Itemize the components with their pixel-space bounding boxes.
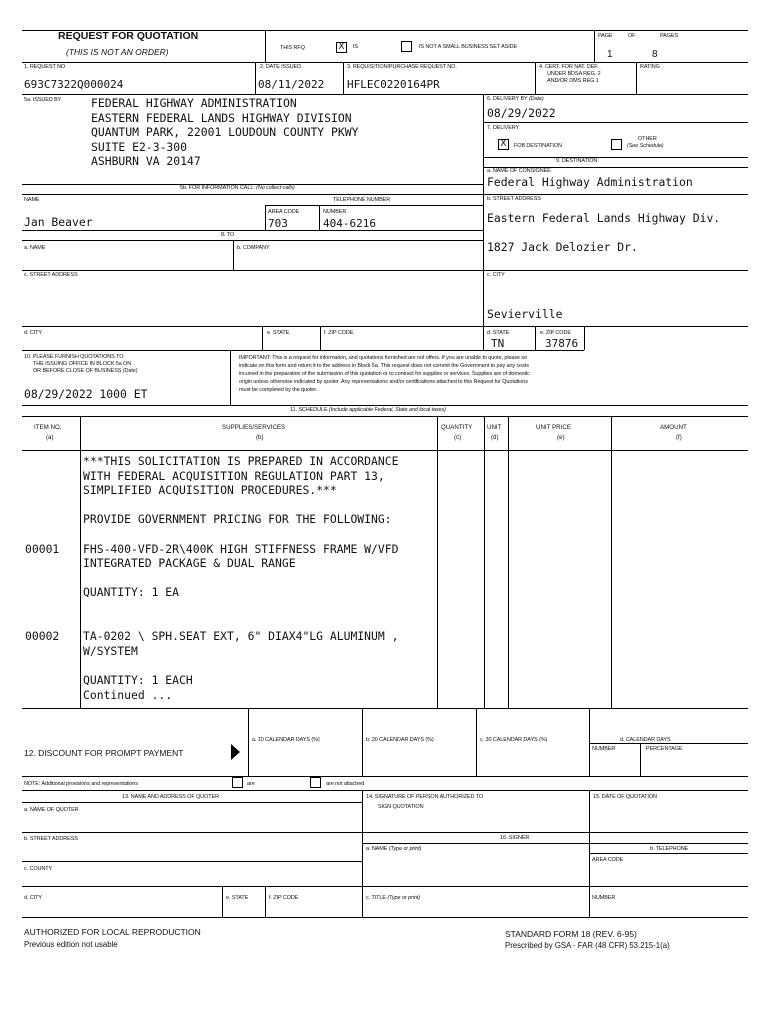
fob-destination-checkbox[interactable]: X bbox=[498, 139, 509, 150]
quoter-city-label: d. CITY bbox=[24, 895, 42, 901]
zip-label: e. ZIP CODE bbox=[540, 330, 571, 336]
item-number: 00002 bbox=[25, 629, 60, 644]
item-description: SIMPLIFIED ACQUISITION PROCEDURES.*** bbox=[83, 483, 337, 498]
schedule-line bbox=[0, 673, 770, 688]
date-issued: 08/11/2022 bbox=[258, 78, 325, 91]
note-label: NOTE: Additional provisions and representations bbox=[24, 781, 138, 787]
rule bbox=[22, 240, 483, 241]
quote-date-label: 15. DATE OF QUOTATION bbox=[593, 794, 657, 800]
item-description: FHS-400-VFD-2R\400K HIGH STIFFNESS FRAME W/VFD bbox=[83, 541, 399, 556]
schedule-line bbox=[0, 469, 770, 484]
col-item-sub: (a) bbox=[46, 434, 54, 441]
city-label: c. CITY bbox=[487, 272, 505, 278]
schedule-line bbox=[0, 658, 770, 673]
request-no: 693C7322Q000024 bbox=[24, 78, 124, 91]
area-code-label: AREA CODE bbox=[268, 209, 300, 215]
are-checkbox[interactable] bbox=[232, 777, 243, 788]
discount-percentage-label: PERCENTAGE bbox=[646, 746, 683, 752]
signature-label-2: SIGN QUOTATION bbox=[378, 804, 424, 810]
delivery-by-label: 6. DELIVERY BY (Date) bbox=[487, 96, 544, 102]
item-description: INTEGRATED PACKAGE & DUAL RANGE bbox=[83, 556, 296, 571]
rule bbox=[22, 790, 748, 791]
rule bbox=[22, 30, 748, 31]
to-company-label: b. COMPANY bbox=[237, 245, 270, 251]
to-name-label: a. NAME bbox=[24, 245, 46, 251]
rule bbox=[483, 122, 748, 123]
to-zip-label: f. ZIP CODE bbox=[324, 330, 354, 336]
rule bbox=[640, 743, 641, 776]
info-call-label: 5b. FOR INFORMATION CALL: (No collect calls) bbox=[180, 185, 295, 191]
schedule-line bbox=[0, 454, 770, 469]
issued-by-line: EASTERN FEDERAL LANDS HIGHWAY DIVISION bbox=[91, 110, 352, 125]
rule bbox=[594, 30, 595, 62]
pages-total: 8 bbox=[652, 49, 658, 60]
furnish-date: 08/29/2022 1000 ET bbox=[24, 387, 148, 401]
discount-label: 12. DISCOUNT FOR PROMPT PAYMENT bbox=[24, 748, 184, 758]
issued-by-line: SUITE E2-3-300 bbox=[91, 139, 188, 154]
to-state-label: e. STATE bbox=[267, 330, 290, 336]
footer-right-2: Prescribed by GSA - FAR (48 CFR) 53.215-1(a) bbox=[505, 941, 670, 950]
discount-arrow-icon bbox=[231, 744, 240, 760]
consignee-name: Federal Highway Administration bbox=[487, 175, 693, 189]
rule bbox=[22, 708, 748, 709]
rule bbox=[589, 853, 748, 854]
to-city-label: d. CITY bbox=[24, 330, 42, 336]
is-not-checkbox[interactable] bbox=[401, 41, 412, 52]
rule bbox=[22, 802, 362, 803]
furnish-label-3: OR BEFORE CLOSE OF BUSINESS (Date) bbox=[33, 368, 138, 374]
rule bbox=[248, 708, 249, 776]
is-checkbox[interactable]: X bbox=[336, 42, 347, 53]
quoter-county-label: c. COUNTY bbox=[24, 866, 53, 872]
signer-number-label: NUMBER bbox=[592, 895, 616, 901]
form-subtitle: (THIS IS NOT AN ORDER) bbox=[66, 47, 169, 57]
col-qty: QUANTITY bbox=[441, 424, 473, 431]
rule bbox=[483, 270, 748, 271]
schedule-line bbox=[0, 571, 770, 586]
street-address-1: Eastern Federal Lands Highway Div. bbox=[487, 211, 721, 225]
item-description: ***THIS SOLICITATION IS PREPARED IN ACCORDANCE bbox=[83, 454, 399, 468]
rule bbox=[636, 62, 637, 94]
schedule-line bbox=[0, 512, 770, 527]
signer-title-label: c. TITLE (Type or print) bbox=[366, 895, 420, 901]
rule bbox=[265, 886, 266, 917]
requisition-no: HFLEC0220164PR bbox=[347, 78, 440, 91]
phone-number: 404-6216 bbox=[323, 217, 376, 230]
consignee-label: a. NAME OF CONSIGNEE bbox=[487, 168, 551, 174]
col-amount-sub: (f) bbox=[676, 434, 682, 441]
to-street-label: c. STREET ADDRESS bbox=[24, 272, 78, 278]
issued-by-label: 5a. ISSUED BY bbox=[24, 97, 62, 103]
rule bbox=[362, 843, 748, 844]
rule bbox=[222, 886, 223, 917]
schedule-line bbox=[0, 585, 770, 600]
item-description: TA-0202 \ SPH.SEAT EXT, 6" DIAX4"LG ALUMINUM , bbox=[83, 629, 399, 644]
quoter-street-label: b. STREET ADDRESS bbox=[24, 836, 78, 842]
are-not-label: are not attached bbox=[326, 781, 365, 787]
this-rfq-label: THIS RFQ bbox=[280, 45, 305, 51]
rule bbox=[22, 917, 748, 918]
schedule-line bbox=[0, 527, 770, 542]
col-item: ITEM NO. bbox=[34, 424, 62, 431]
rule bbox=[319, 205, 320, 230]
date-issued-label: 2. DATE ISSUED bbox=[260, 64, 301, 70]
item-description: QUANTITY: 1 EACH bbox=[83, 673, 193, 687]
schedule-line bbox=[0, 600, 770, 615]
footer-left-1: AUTHORIZED FOR LOCAL REPRODUCTION bbox=[24, 927, 201, 937]
cert-label-2: UNDER BDSA REG. 2 bbox=[547, 71, 601, 77]
issued-by-line: FEDERAL HIGHWAY ADMINISTRATION bbox=[91, 96, 297, 110]
delivery-by-date: 08/29/2022 bbox=[487, 106, 556, 120]
rule bbox=[362, 708, 363, 776]
schedule-title: 11. SCHEDULE (Include applicable Federal, State and local taxes) bbox=[290, 407, 446, 413]
rating-label: RATING bbox=[640, 64, 660, 70]
important-notice: indicate on this form and return it to the address in Block 5a. This request does not commit the Government to pay any costs bbox=[239, 363, 529, 369]
rule bbox=[230, 350, 231, 405]
telephone-label: TELEPHONE NUMBER bbox=[333, 197, 391, 203]
important-notice: origin unless otherwise indicated by quoter. Any representations and/or certifications attached to this Request for Quotations bbox=[239, 379, 528, 385]
rule bbox=[22, 62, 748, 63]
rule bbox=[22, 832, 748, 833]
rule bbox=[476, 708, 477, 776]
to-label: 8. TO bbox=[221, 232, 235, 238]
rule bbox=[343, 62, 344, 94]
item-description: QUANTITY: 1 EA bbox=[83, 585, 180, 600]
signer-label: 16. SIGNER bbox=[500, 835, 530, 841]
discount-number-label: NUMBER bbox=[592, 746, 616, 752]
quoter-state-label: e. STATE bbox=[226, 895, 249, 901]
furnish-label-2: THE ISSUING OFFICE IN BLOCK 5a ON bbox=[33, 361, 132, 367]
other-checkbox[interactable] bbox=[611, 139, 622, 150]
rule bbox=[483, 326, 748, 327]
discount-30-days-label: c. 30 CALENDAR DAYS (%) bbox=[480, 737, 548, 743]
rule bbox=[22, 405, 748, 406]
number-label: NUMBER bbox=[323, 209, 347, 215]
requisition-label: 3. REQUISITION/PURCHASE REQUEST NO. bbox=[347, 64, 457, 70]
col-price-sub: (e) bbox=[557, 434, 565, 441]
rule bbox=[22, 194, 483, 195]
city: Sevierville bbox=[487, 307, 563, 321]
rule bbox=[262, 326, 263, 350]
rule bbox=[589, 743, 748, 744]
schedule-line bbox=[0, 629, 770, 644]
rule bbox=[22, 94, 748, 95]
important-notice: IMPORTANT: This is a request for information, and quotations furnished are not offers. If you are unable to quote, please so bbox=[239, 355, 528, 361]
schedule-line bbox=[0, 615, 770, 630]
page-label: PAGE bbox=[598, 33, 613, 39]
rule bbox=[22, 230, 483, 231]
schedule-line bbox=[0, 556, 770, 571]
signer-area-code-label: AREA CODE bbox=[592, 857, 624, 863]
telephone-label: b. TELEPHONE bbox=[650, 846, 689, 852]
quoter-section-label: 13. NAME AND ADDRESS OF QUOTER bbox=[122, 794, 219, 800]
request-no-label: 1. REQUEST NO. bbox=[24, 64, 67, 70]
cert-label-3: AND/OR DMS REG.1 bbox=[547, 78, 599, 84]
important-notice: must be completed by the quoter. bbox=[239, 387, 318, 393]
destination-label: 9. DESTINATION bbox=[556, 158, 598, 164]
important-notice: incurred in the preparation of the submission of this quotation or to contract for supplies or services. Supplies are of domestic bbox=[239, 371, 530, 377]
contact-name: Jan Beaver bbox=[24, 215, 93, 229]
col-price: UNIT PRICE bbox=[536, 424, 571, 431]
other-note: (See Schedule) bbox=[627, 143, 664, 149]
rule bbox=[22, 270, 483, 271]
schedule-line bbox=[0, 688, 770, 703]
rule bbox=[483, 94, 484, 350]
rule bbox=[535, 62, 536, 94]
rule bbox=[22, 861, 362, 862]
footer-right-1: STANDARD FORM 18 (REV. 6-95) bbox=[505, 929, 637, 939]
fob-destination-label: FOB DESTINATION bbox=[514, 143, 562, 149]
rule bbox=[233, 240, 234, 270]
are-not-checkbox[interactable] bbox=[310, 777, 321, 788]
furnish-label-1: 10. PLEASE FURNISH QUOTATIONS TO bbox=[24, 354, 124, 360]
rule bbox=[22, 776, 748, 777]
street-address-2: 1827 Jack Delozier Dr. bbox=[487, 240, 638, 254]
item-description: Continued ... bbox=[83, 687, 173, 702]
col-amount: AMOUNT bbox=[660, 424, 687, 431]
state: TN bbox=[491, 337, 505, 350]
quoter-zip-label: f. ZIP CODE bbox=[269, 895, 299, 901]
signer-name-label: a. NAME (Type or print) bbox=[366, 846, 422, 852]
issued-by-line: ASHBURN VA 20147 bbox=[91, 154, 201, 169]
form-title: REQUEST FOR QUOTATION bbox=[58, 30, 199, 42]
item-number: 00001 bbox=[25, 541, 60, 556]
item-description: PROVIDE GOVERNMENT PRICING FOR THE FOLLOWING: bbox=[83, 512, 392, 527]
item-description: W/SYSTEM bbox=[83, 643, 138, 658]
rule bbox=[22, 886, 748, 887]
rule bbox=[22, 326, 483, 327]
discount-10-days-label: a. 10 CALENDAR DAYS (%) bbox=[252, 737, 320, 743]
item-description: WITH FEDERAL ACQUISITION REGULATION PART 13, bbox=[83, 468, 385, 483]
issued-by-line: QUANTUM PARK, 22001 LOUDOUN COUNTY PKWY bbox=[91, 125, 359, 140]
schedule-line bbox=[0, 644, 770, 659]
is-label: IS bbox=[353, 44, 358, 50]
of-label: OF bbox=[628, 33, 636, 39]
schedule-line bbox=[0, 483, 770, 498]
schedule-line bbox=[0, 542, 770, 557]
footer-left-2: Previous edition not usable bbox=[24, 940, 118, 949]
rule bbox=[483, 157, 748, 158]
rule bbox=[535, 326, 536, 350]
are-label: are bbox=[247, 781, 255, 787]
name-label: NAME bbox=[24, 197, 40, 203]
rule bbox=[483, 194, 748, 195]
cert-label-1: 4. CERT. FOR NAT. DEF. bbox=[539, 64, 599, 70]
rule bbox=[22, 416, 748, 417]
zip: 37876 bbox=[545, 337, 579, 350]
col-supplies-sub: (b) bbox=[256, 434, 264, 441]
is-not-label: IS NOT A SMALL BUSINESS SET ASIDE bbox=[419, 44, 518, 50]
rule bbox=[589, 708, 590, 776]
state-label: d. STATE bbox=[487, 330, 510, 336]
col-unit: UNIT bbox=[487, 424, 502, 431]
rule bbox=[362, 790, 363, 917]
discount-calendar-days-label: d. CALENDAR DAYS bbox=[620, 737, 671, 743]
rule bbox=[22, 350, 584, 351]
area-code: 703 bbox=[268, 217, 288, 230]
rule bbox=[265, 205, 483, 206]
col-unit-sub: (d) bbox=[491, 434, 499, 441]
rule bbox=[584, 326, 585, 350]
quoter-name-label: a. NAME OF QUOTER bbox=[24, 807, 79, 813]
street-address-label: b. STREET ADDRESS bbox=[487, 196, 541, 202]
rule bbox=[265, 205, 266, 230]
delivery-label: 7. DELIVERY bbox=[487, 125, 520, 131]
pages-label: PAGES bbox=[660, 33, 679, 39]
signature-label-1: 14. SIGNATURE OF PERSON AUTHORIZED TO bbox=[366, 794, 484, 800]
col-qty-sub: (c) bbox=[454, 434, 462, 441]
rule bbox=[265, 30, 266, 62]
schedule-line bbox=[0, 498, 770, 513]
col-supplies: SUPPLIES/SERVICES bbox=[222, 424, 286, 431]
rule bbox=[320, 326, 321, 350]
other-label: OTHER bbox=[638, 136, 657, 142]
rule bbox=[255, 62, 256, 94]
page-number: 1 bbox=[607, 49, 613, 60]
discount-20-days-label: b. 20 CALENDAR DAYS (%) bbox=[366, 737, 434, 743]
rule bbox=[22, 450, 748, 451]
